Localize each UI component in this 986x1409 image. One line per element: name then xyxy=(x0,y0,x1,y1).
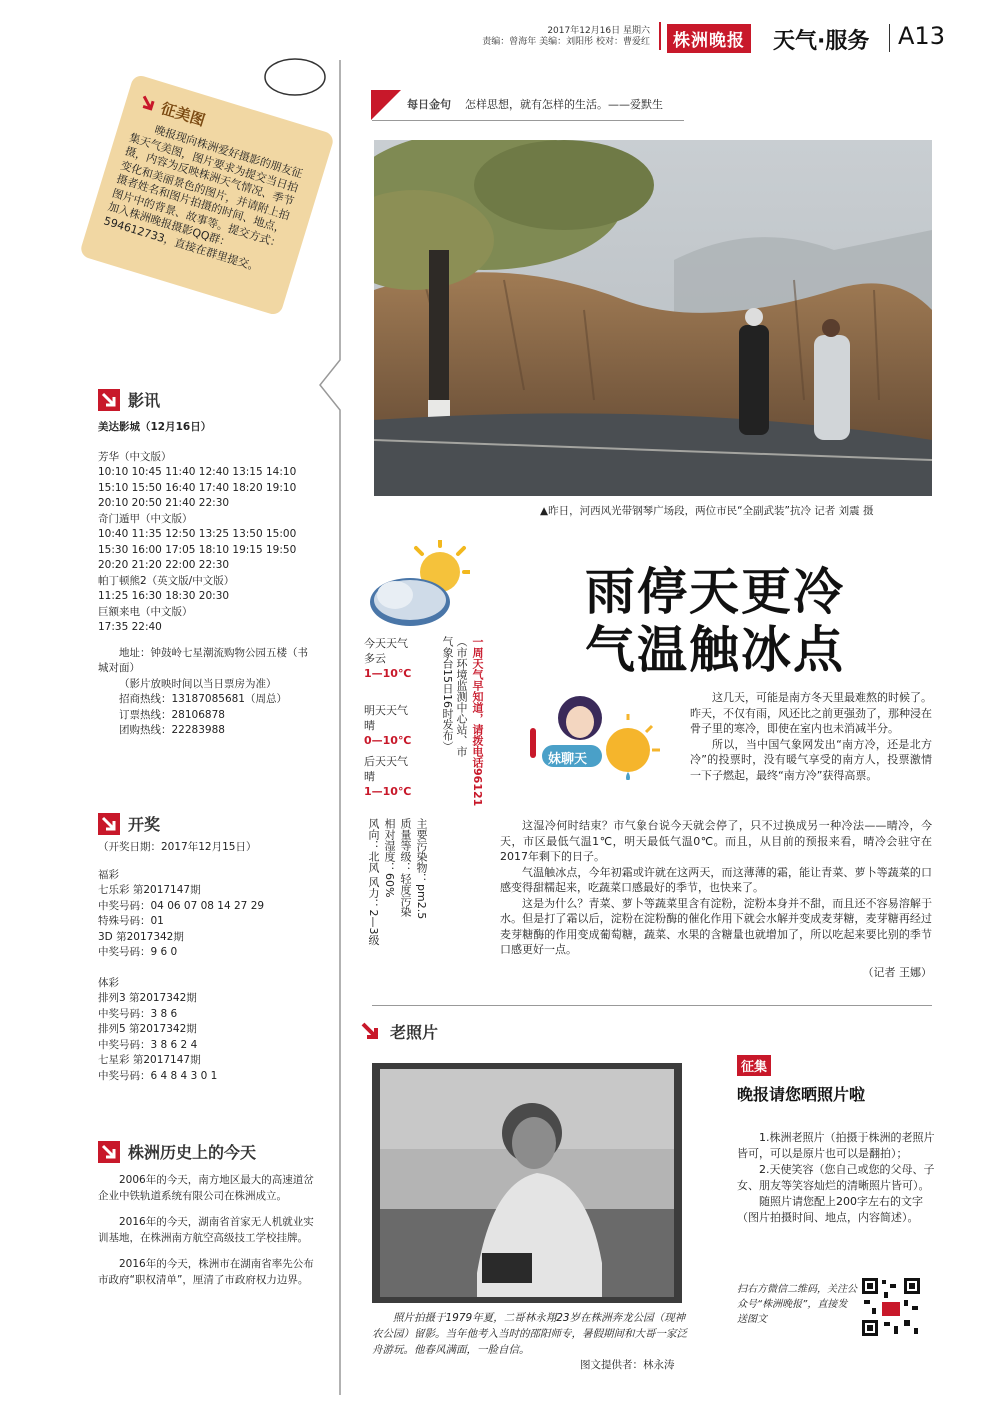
cinema-line: 11:25 16:30 18:30 20:30 xyxy=(98,590,230,602)
arrow-down-right-icon xyxy=(98,1141,120,1163)
collect-block xyxy=(737,1055,865,1105)
column-logo-graphic xyxy=(520,690,670,780)
daily-quote-label: 每日金句 xyxy=(407,98,451,111)
history-item: 2016年的今天，株洲市在湖南省率先公布市政府“职权清单”，厘清了市政府权力边界。 xyxy=(98,1258,314,1286)
history-header xyxy=(98,1140,256,1163)
collect-item: 2.天使笑容（您自己或您的父母、子女、朋友等笑容灿烂的清晰照片皆可）。 xyxy=(737,1163,935,1192)
cinema-venue: 美达影城（12月16日） xyxy=(98,421,212,433)
air-quality-columns xyxy=(440,636,484,964)
cinema-line: 10:40 11:35 12:50 13:25 13:50 15:00 xyxy=(98,528,297,540)
article-paragraph: 所以，当中国气象网发出“南方冷，还是北方冷”的投票时，没有暖气享受的南方人，投票激情一下子燃起，最终“南方冷”获得高票。 xyxy=(690,737,932,782)
cinema-line: 15:30 16:00 17:05 18:10 19:15 19:50 xyxy=(98,543,297,556)
today-condition: 多云 xyxy=(364,652,386,665)
history-item: 2006年的今天，南方地区最大的高速道岔企业中铁轨道系统有限公司在株洲成立。 xyxy=(98,1174,314,1202)
old-photo-credit: 图文提供者：林永涛 xyxy=(580,1359,675,1371)
aq-pollutant: 主要污染物：pm2.5 xyxy=(415,818,428,920)
arrow-down-right-icon xyxy=(360,1021,382,1043)
lottery-line xyxy=(98,961,318,976)
cinema-line: 20:20 21:20 22:00 22:30 xyxy=(98,559,230,571)
daily-quote-text: 怎样思想，就有怎样的生活。——爱默生 xyxy=(465,98,663,111)
old-photo-caption: 照片拍摄于1979年夏，二哥林永翔23岁在株洲奔龙公园（现神农公园）留影。当年他考入当时的邵阳师专，暑假期间和大哥一家泛舟游玩。他春风满面，一脸自信。 xyxy=(372,1312,687,1356)
after-condition: 晴 xyxy=(364,770,375,783)
cinema-line: 帕丁顿熊2（英文版/中文版） xyxy=(98,574,235,587)
column-logo-text: 妹聊天 xyxy=(548,752,588,767)
lottery-header xyxy=(98,812,160,835)
tomorrow-condition: 晴 xyxy=(364,719,375,732)
lottery-line: 七乐彩 第2017147期 xyxy=(98,884,201,896)
lottery-line: 中奖号码：3 8 6 2 4 xyxy=(98,1038,198,1051)
today-label: 今天天气 xyxy=(364,637,408,650)
lottery-line: 3D 第2017342期 xyxy=(98,930,184,943)
page-number: A13 xyxy=(898,22,945,50)
collect-item: 随照片请您配上200字左右的文字（图片拍摄时间、地点，内容简述）。 xyxy=(737,1195,923,1224)
qr-note: 扫右方微信二维码，关注公众号“株洲晚报”，直接发送图文 xyxy=(737,1284,857,1325)
old-photo-title: 老照片 xyxy=(390,1023,439,1042)
cinema-line: 巨额来电（中文版） xyxy=(98,605,193,618)
article-top xyxy=(690,690,932,783)
cinema-header xyxy=(98,388,160,411)
header-editors: 责编：曾海年 美编：刘阳彤 校对：曹爱红 xyxy=(482,37,650,47)
tomorrow-label: 明天天气 xyxy=(364,704,408,717)
lottery-results xyxy=(98,840,318,1084)
lottery-line: 中奖号码：04 06 07 08 14 27 29 xyxy=(98,899,265,912)
weather-source: （市环境监测中心站、市气象台15日16时发布） xyxy=(441,636,468,757)
after-label: 后天天气 xyxy=(364,755,408,768)
after-temp: 1—10℃ xyxy=(364,785,412,798)
cinema-note: 招商热线：13187085681（周总） xyxy=(119,693,287,705)
history-list xyxy=(98,1172,318,1298)
aq-humidity: 相对湿度：60% xyxy=(383,818,396,898)
lottery-line: 排列5 第2017342期 xyxy=(98,1023,197,1035)
aq-grade: 质量等级：轻度污染 xyxy=(399,818,412,917)
headline xyxy=(530,563,900,679)
headline-line-2: 气温触冰点 xyxy=(585,621,845,679)
cinema-line: 芳华（中文版） xyxy=(98,450,172,463)
arrow-down-right-icon xyxy=(98,813,120,835)
header-meta xyxy=(470,26,650,48)
photo-call-body: 晚报现向株洲爱好摄影的朋友征集天气美图，图片要求为提交当日拍摄，内容为反映株洲天气情况、季节变化和美丽景色的图片，并请附上拍摄者姓名和图片拍摄的时间、地点，图片中的背景、故事等。提交方式：加入株洲晚报摄影QQ群：594612733，直接在群里提交。 xyxy=(102,123,305,274)
article-paragraph: 这是为什么？青菜、萝卜等蔬菜里含有淀粉，淀粉本身并不甜，而且还不容易溶解于水。但是打了霜以后，淀粉在淀粉酶的催化作用下就会水解并变成麦芽糖，麦芽糖再经过麦芽糖酶的作用变成葡萄糖，蔬菜、水果的含糖量也就增加了，所以吃起来要比别的季节口感更好一点。 xyxy=(500,896,932,956)
history-title: 株洲历史上的今天 xyxy=(128,1143,257,1162)
cinema-note: 团购热线：22283988 xyxy=(119,724,225,736)
lottery-line: 中奖号码：9 6 0 xyxy=(98,946,178,958)
article-byline: （记者 王娜） xyxy=(862,965,932,979)
quote-rule xyxy=(372,120,684,121)
lottery-line: 排列3 第2017342期 xyxy=(98,992,197,1004)
headline-line-1: 雨停天更冷 xyxy=(585,563,845,621)
lottery-line: 特殊号码：01 xyxy=(98,915,164,927)
main-photo-caption: ▲昨日，河西风光带钢琴广场段，两位市民“全副武装”抗冷 记者 刘震 摄 xyxy=(540,505,874,517)
article-bottom xyxy=(500,818,932,980)
section-rule xyxy=(372,1005,932,1006)
lottery-date: （开奖日期：2017年12月15日） xyxy=(98,841,257,853)
cinema-line: 15:10 15:50 16:40 17:40 18:20 19:10 xyxy=(98,481,297,494)
cinema-note: （影片放映时间以当日票房为准） xyxy=(119,677,277,690)
cinema-title: 影讯 xyxy=(128,391,161,410)
cinema-line: 17:35 22:40 xyxy=(98,621,162,633)
air-quality-details xyxy=(366,818,428,968)
article-paragraph: 气温触冰点，今年初霜或许就在这两天，而这薄薄的霜，能让青菜、萝卜等蔬菜的口感变得甜糯起来，吃蔬菜口感最好的季节，也快来了。 xyxy=(500,865,932,894)
qr-code-icon[interactable] xyxy=(860,1276,922,1338)
section-title: 天气·服务 xyxy=(773,29,870,54)
daily-quote xyxy=(407,96,663,112)
header-divider-2 xyxy=(889,24,890,52)
collect-item: 1.株洲老照片（拍摄于株洲的老照片皆可，可以是原片也可以是翻拍）； xyxy=(737,1131,935,1160)
arrow-down-right-icon xyxy=(138,93,158,113)
quote-corner-icon xyxy=(371,90,401,120)
cinema-address: 地址：钟鼓岭七星潮流购物公园五楼（书城对面） xyxy=(98,646,308,674)
tag-string xyxy=(255,52,335,112)
lottery-line: 中奖号码：6 4 8 4 3 0 1 xyxy=(98,1069,218,1082)
masthead-logo: 株洲晚报 xyxy=(667,24,751,53)
lottery-title: 开奖 xyxy=(128,815,161,834)
photo-call-title: 征美图 xyxy=(138,91,318,164)
aq-wind: 风向：北风 风力：2—3级 xyxy=(367,818,380,946)
lottery-line: 福彩 xyxy=(98,868,119,881)
main-weather-photo xyxy=(374,140,932,496)
collect-title: 晚报请您晒照片啦 xyxy=(737,1085,866,1104)
weather-hotline: 一周天气早知道，请拨电话96121 xyxy=(471,636,484,807)
article-paragraph: 这几天，可能是南方冬天里最难熬的时候了。昨天，不仅有雨，风还比之前更强劲了，那种浸在骨子里的寒冷，即使在室内也未消减半分。 xyxy=(690,691,932,735)
header-date: 2017年12月16日 星期六 xyxy=(547,26,650,36)
cinema-line: 10:10 10:45 11:40 12:40 13:15 14:10 xyxy=(98,466,297,478)
history-item: 2016年的今天，湖南省首家无人机就业实训基地，在株洲南方航空高级技工学校挂牌。 xyxy=(98,1216,314,1244)
old-photo-image xyxy=(372,1063,682,1303)
arrow-down-right-icon xyxy=(98,389,120,411)
partly-cloudy-icon xyxy=(360,540,470,630)
lottery-line: 体彩 xyxy=(98,976,119,989)
article-paragraph: 这湿冷何时结束？市气象台说今天就会停了，只不过换成另一种冷法——晴冷，今天，市区最低气温1℃，明天最低气温0℃。而且，从目前的预报来看，晴冷会驻守在2017年剩下的日子。 xyxy=(500,819,932,863)
collect-tag: 征集 xyxy=(737,1055,771,1076)
cinema-listing xyxy=(98,420,318,739)
lottery-line: 七星彩 第2017147期 xyxy=(98,1054,201,1066)
weather-forecast xyxy=(364,636,434,799)
collect-body xyxy=(737,1130,937,1226)
header-divider xyxy=(659,22,661,50)
cinema-note: 订票热线：28106878 xyxy=(119,708,225,721)
cinema-line: 奇门遁甲（中文版） xyxy=(98,512,193,525)
tomorrow-temp: 0—10℃ xyxy=(364,734,412,747)
old-photo-header xyxy=(360,1020,438,1043)
cinema-line: 20:10 20:50 21:40 22:30 xyxy=(98,497,230,509)
today-temp: 1—10℃ xyxy=(364,667,412,680)
lottery-line: 中奖号码：3 8 6 xyxy=(98,1007,178,1020)
